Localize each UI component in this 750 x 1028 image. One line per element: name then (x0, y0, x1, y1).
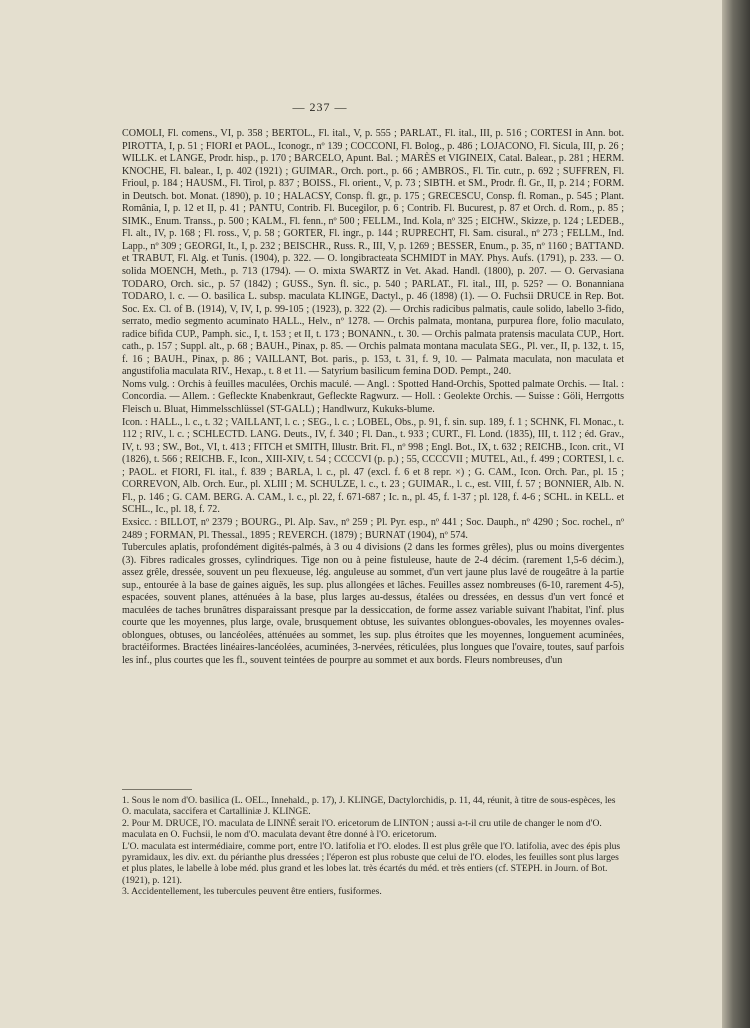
footnotes (122, 795, 624, 898)
footnote-2: 2. Pour M. DRUCE, l'O. maculata de LINNÉ serait l'O. ericetorum de LINTON ; aussi a-t-il cru utile de changer le nom d'O. maculata en O. Fuchsii, le nom d'O. maculata devant être donné à l'O. ericetorum. (122, 817, 602, 841)
page-number: — 237 — (292, 100, 348, 114)
footnote-1: 1. Sous le nom d'O. basilica (L. OEL., Innehald., p. 17), J. KLINGE, Dactylorchidis, p. 11, 44, réunit, à titre de sous-espèces, les O. maculata, saccifera et Cartalliniæ J. KLINGE. (122, 795, 616, 818)
book-spine-shadow (722, 0, 750, 1028)
iconography-paragraph: Icon. : HALL., l. c., t. 32 ; VAILLANT, l. c. ; SEG., l. c. ; LOBEL, Obs., p. 91, f. sin. sup. 189, f. 1 ; SCHNK, Fl. Monac., t. 112 ; RIV., l. c. ; SCHLECTD. LANG. Deuts., IV, f. 340 ; Fl. Dan., t. 933 ; CURT., Fl. Lond. (1835), III, t. 112 ; éd. Grav., IV, t. 93 ; SW., Bot., VI, t. 413 ; FITCH et SMITH, Illustr. Brit. Fl., nº 998 ; Engl. Bot., IX, t. 632 ; REICHB., Icon. crit., VI (1826), t. 566 ; REICHB. F., Icon., XIII-XIV, t. 54 ; CCCCVI (p. p.) ; 55, CCCCVII ; MUTEL, Atl., f. 499 ; CORTESI, l. c. ; PAOL. et FIORI, Fl. ital., f. 839 ; BARLA, l. c., pl. 47 (excl. f. 6 et 8 repr. ×) ; G. CAM., Icon. Orch. Par., pl. 15 ; CORREVON, Alb. Orch. Eur., pl. XLIII ; M. SCHULZE, l. c., t. 23 ; GUIMAR., l. c., est. VIII, f. 57 ; BONNIER, Alb. N. Fl., p. 146 ; G. CAM. BERG. A. CAM., l. c., pl. 22, f. 671-687 ; Ic. n., pl. 45, f. 1-37 ; pl. 128, f. 4-6 ; SCHL. in KELL. et SCHL., Ic., pl. 18, f. 72. (122, 416, 624, 516)
description-paragraph: Tubercules aplatis, profondément digités-palmés, à 3 ou 4 divisions (2 dans les formes grêles), plus ou moins divergentes (3). Fibres radicales grosses, cylindriques. Tige non ou à peine fistuleuse, haute de 2-4 décim. (rarement 1,5-6 décim.), assez grêle, dressée, souvent un peu flexueuse, lég. anguleuse au sommet, d'un vert jaune plus lavé de rougeâtre à la partie sup., entourée à la base de gaines aiguës, les sup. plus allongées et lâches. Feuilles assez nombreuses (6-10, rarement 4-5), espacées, souvent planes, atténuées à la base, plus larges au-dessus, étalées ou dressées, en dessus d'un vert foncé et maculées de taches brunâtres disparaissant presque par la dessiccation, de forme assez variable suivant l'habitat, l'inf. plus courte que les moyennes, plus large, ovale, brusquement obtuse, les suivantes oblongues-obovales, les moyennes ovales-oblongues, obtuses, ou lancéolées, atténuées au sommet, les sup. plus étroites que les moyennes, longuement acuminées, bractéiformes. Bractées linéaires-lancéolées, acuminées, 3-nervées, réticulées, plus longues que l'ovaire, toutes, sauf parfois les inf., plus courtes que les fl., souvent teintées de pourpre au sommet et aux bords. Fleurs nombreuses, d'un (122, 542, 624, 666)
main-text (122, 128, 624, 668)
synonymy-paragraph: COMOLI, Fl. comens., VI, p. 358 ; BERTOL., Fl. ital., V, p. 555 ; PARLAT., Fl. ital., III, p. 516 ; CORTESI in Ann. bot. PIROTTA, I, p. 51 ; FIORI et PAOL., Iconogr., nº 139 ; COCCONI, Fl. Bolog., p. 486 ; LOJACONO, Fl. Sicula, III, p. 26 ; WILLK. et LANGE, Prodr. hisp., p. 170 ; BARCELO, Apunt. Bal. ; MARÈS et VIGINEIX, Catal. Balear., p. 281 ; HERM. KNOCHE, Fl. balear., I, p. 402 (1921) ; GUIMAR., Orch. port., p. 66 ; AMBROS., Fl. Tir. cutr., p. 692 ; SUFFREN, Fl. Frioul, p. 184 ; HAUSM., Fl. Tirol, p. 837 ; BOISS., Fl. orient., V, p. 73 ; SIBTH. et SM., Prodr. fl. Gr., II, p. 214 ; FORM. in Deutsch. bot. Monat. (1890), p. 10 ; HALACSY, Consp. fl. gr., p. 175 ; GRECESCU, Consp. fl. Roman., p. 545 ; Plant. România, I, p. 12 et II, p. 41 ; PANTU, Contrib. Fl. Bucegilor, p. 6 ; Contrib. Fl. Bucurest, p. 87 et Orch. d. Rom., p. 85 ; SIMK., Enum. Transs., p. 500 ; KALM., Fl. fenn., nº 500 ; FELLM., Ind. Kola, nº 325 ; EICHW., Skizze, p. 124 ; LEDEB., Fl. alt., IV, p. 168 ; Fl. ross., V, p. 58 ; GORTER, Fl. ingr., p. 144 ; RUPRECHT, Fl. Sam. cisural., nº 273 ; FELLM., Ind. Lapp., nº 309 ; GEORGI, It., I, p. 232 ; BEISCHR., Russ. R., III, V, p. 1269 ; BESSER, Enum., p. 35, nº 1160 ; BATTAND. et TRABUT, Fl. Alg. et Tunis. (1904), p. 322. — O. longibracteata SCHMIDT in MAY. Phys. Aufs. (1791), p. 233. — O. solida MOENCH, Meth., p. 713 (1794). — O. mixta SWARTZ in Vet. Akad. Handl. (1800), p. 207. — O. Gervasiana TODARO, Orch. sic., p. 57 (1842) ; GUSS., Syn. fl. sic., p. 540 ; PARLAT., Fl. ital., III, p. 525? — O. Bonanniana TODARO, l. c. — O. basilica L. subsp. maculata KLINGE, Dactyl., p. 46 (1898) (1). — O. Fuchsii DRUCE in Rep. Bot. Soc. Ex. Cl. of B. (1914), V, IV, I, p. 99-105 ; (1923), p. 322 (2). — Orchis radicibus palmatis, caule solido, labello 3-fido, serrato, medio segmento acuminato HALL., Helv., nº 1278. — Orchis palmata, montana, purpurea flore, folio maculato, radice bifida CUP., Pamph. sic., I, t. 153 ; et II, t. 173 ; BONANN., t. 30. — Orchis palmata pratensis maculata CUP., Hort. cath., p. 157 ; Suppl. alt., p. 68 ; BAUH., Pinax, p. 85. — Orchis palmata montana maculata SEG., Pl. ver., II, p. 132, t. 15, f. 16 ; BAUH., Pinax, p. 86 ; VAILLANT, Bot. paris., p. 153, t. 31, f. 9, 10. — Palmata maculata, non maculata et angustifolia maculata RIV., Hexap., t. 8 et 11. — Satyrium basilicum femina DOD. Pempt., 240. (122, 128, 624, 378)
exsiccata-paragraph: Exsicc. : BILLOT, nº 2379 ; BOURG., Pl. Alp. Sav., nº 259 ; Pl. Pyr. esp., nº 441 ; Soc. Dauph., nº 4290 ; Soc. rochel., nº 2489 ; FORMAN, Pl. Thessal., 1895 ; REVERCH. (1879) ; BURNAT (1904), nº 574. (122, 516, 624, 541)
footnote-3: 3. Accidentellement, les tubercules peuvent être entiers, fusiformes. (122, 886, 382, 898)
vernacular-names-paragraph: Noms vulg. : Orchis à feuilles maculées, Orchis maculé. — Angl. : Spotted Hand-Orchis, Spotted palmate Orchis. — Ital. : Concordia. — Allem. : Gefleckte Knabenkraut, Gefleckte Ragwurz. — Holl. : Geolekte Orchis. — Suisse : Göli, Herrgotts Fleisch u. Bluat, Himmelsschlüssel (ST-GALL) ; Handlwurz, Kukuks-blume. (122, 378, 624, 416)
footnote-2-continued: L'O. maculata est intermédiaire, comme port, entre l'O. latifolia et l'O. elodes. Il est plus grêle que l'O. latifolia, avec des épis plus pyramidaux, les div. ext. du périanthe plus dressées ; l'éperon est plus robuste que celui de l'O. elodes, les feuilles sont plus larges et plus plates, le labelle à lobe méd. plus grand et les lobes lat. très écartés du méd. et très entiers (cf. STEPH. in Journ. of Bot. (1921), p. 121). (122, 840, 621, 886)
footnote-rule (122, 789, 192, 790)
